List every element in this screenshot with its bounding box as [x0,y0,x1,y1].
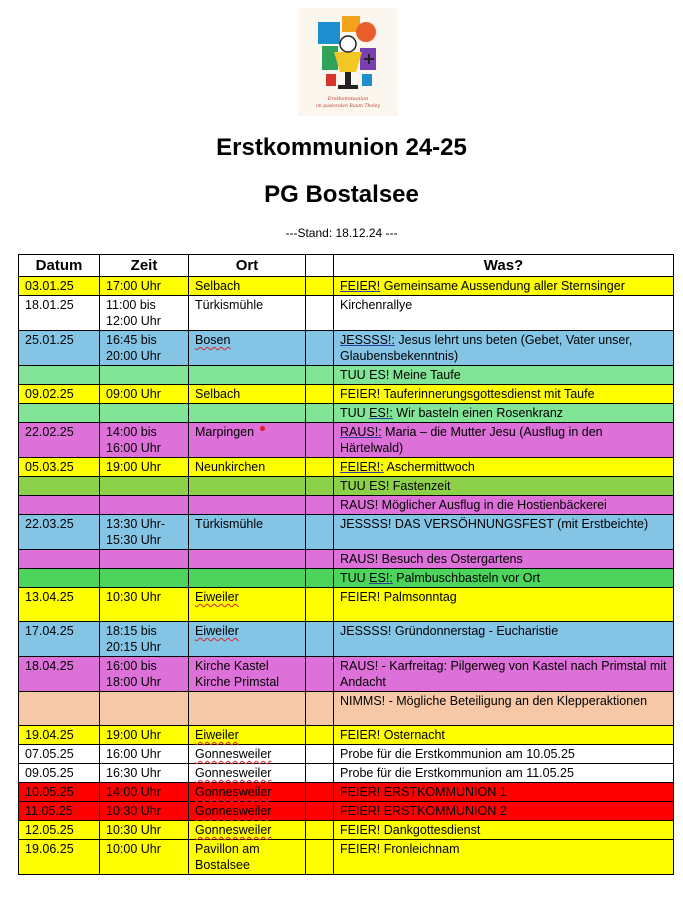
cell-was-text: Wir basteln einen Rosenkranz [392,406,564,420]
cell-ort [189,550,306,569]
cell-extra [306,385,334,404]
cell-zeit [100,726,189,745]
cell-ort [189,477,306,496]
cell-extra [306,657,334,692]
cell-zeit [100,458,189,477]
table-row [19,802,674,821]
cell-ort-text: Eiweiler [195,624,239,638]
cell-zeit [100,692,189,726]
cell-ort [189,745,306,764]
cell-zeit [100,840,189,875]
cell-datum-text: 05.03.25 [25,460,74,474]
cell-datum-text: 25.01.25 [25,333,74,347]
cell-was [334,550,674,569]
cell-datum [19,477,100,496]
cell-was [334,692,674,726]
cell-was-text: Jesus lehrt uns beten (Gebet, Vater unser, Glaubensbekenntnis) [340,333,633,363]
cell-ort-text: Gonnesweiler [195,785,272,799]
cell-was [334,821,674,840]
cell-zeit-text: 16:00 bis 18:00 Uhr [106,659,161,689]
cell-extra [306,588,334,622]
cell-was-text: Palmbuschbasteln vor Ort [392,571,541,585]
cell-zeit-text: 10:30 Uhr [106,590,161,604]
cell-zeit-text: 14:00 Uhr [106,785,161,799]
cell-was-head: RAUS!: [340,425,382,439]
table-row [19,622,674,657]
cell-zeit-text: 16:30 Uhr [106,766,161,780]
cell-datum-text: 13.04.25 [25,590,74,604]
cell-was [334,296,674,331]
cell-datum-text: 22.02.25 [25,425,74,439]
cell-ort [189,588,306,622]
table-row [19,840,674,875]
cell-ort-text: Eiweiler [195,728,239,742]
cell-datum [19,331,100,366]
cell-extra [306,277,334,296]
cell-ort-text: Neunkirchen [195,460,266,474]
cell-zeit [100,657,189,692]
cell-was-text: Maria – die Mutter Jesu (Ausflug in den Härtelwald) [340,425,603,455]
logo-caption-2: im pastoralen Raum Tholey [315,104,381,109]
cell-was-text: FEIER! Fronleichnam [340,842,460,856]
table-row [19,550,674,569]
cell-datum-text: 11.05.25 [25,804,73,818]
cell-was-text: FEIER! Palmsonntag [340,590,457,604]
cell-was-text: Gemeinsame Aussendung aller Sternsinger [380,279,625,293]
cell-zeit-text: 11:00 bis 12:00 Uhr [106,298,161,328]
cell-ort [189,423,306,458]
cell-extra [306,404,334,423]
cell-zeit-text: 13:30 Uhr- 15:30 Uhr [106,517,166,547]
cell-ort [189,726,306,745]
cell-was [334,515,674,550]
cell-ort [189,366,306,385]
cell-was-head: FEIER!: [340,460,384,474]
cell-zeit-text: 19:00 Uhr [106,728,161,742]
cell-zeit [100,331,189,366]
cell-zeit [100,764,189,783]
cell-datum-text: 19.06.25 [25,842,74,856]
cell-ort [189,569,306,588]
cell-datum-text: 07.05.25 [25,747,74,761]
cell-ort [189,296,306,331]
cell-ort-text: Eiweiler [195,590,239,604]
cell-extra [306,423,334,458]
table-row [19,277,674,296]
cell-datum [19,745,100,764]
table-row [19,296,674,331]
cell-was [334,366,674,385]
cell-datum [19,588,100,622]
table-row [19,764,674,783]
cell-datum-text: 09.05.25 [25,766,74,780]
cell-extra [306,821,334,840]
cell-datum [19,277,100,296]
table-row [19,692,674,726]
cell-zeit [100,296,189,331]
cell-zeit [100,277,189,296]
cell-datum [19,550,100,569]
stand-date: ---Stand: 18.12.24 --- [285,226,398,240]
cell-extra [306,726,334,745]
cell-was-text: RAUS! Besuch des Ostergartens [340,552,523,566]
cell-was-text: Probe für die Erstkommunion am 11.05.25 [340,766,574,780]
table-row [19,458,674,477]
cell-zeit [100,496,189,515]
header-ort: Ort [189,255,306,277]
page-title: Erstkommunion 24-25 [216,134,467,161]
table-row [19,366,674,385]
table-row [19,588,674,622]
table-row [19,477,674,496]
cell-was-text: TUU ES! Meine Taufe [340,368,461,382]
cell-was [334,588,674,622]
cell-was-text: RAUS! Möglicher Ausflug in die Hostienbäckerei [340,498,607,512]
table-row [19,496,674,515]
cell-datum [19,657,100,692]
cell-zeit [100,745,189,764]
cell-was-text: TUU ES! Fastenzeit [340,479,451,493]
cell-datum-text: 09.02.25 [25,387,74,401]
cell-ort-text: Selbach [195,387,241,401]
header-was: Was? [334,255,674,277]
table-row [19,404,674,423]
cell-ort [189,764,306,783]
cell-ort-text: Gonnesweiler [195,766,272,780]
cell-zeit-text: 19:00 Uhr [106,460,161,474]
cell-zeit [100,802,189,821]
cell-datum [19,764,100,783]
cell-extra [306,496,334,515]
cell-was [334,783,674,802]
cell-was [334,404,674,423]
table-header-row [19,255,674,277]
cell-datum [19,404,100,423]
cell-was-text: FEIER! Tauferinnerungsgottesdienst mit Taufe [340,387,595,401]
cell-was-head: FEIER! [340,279,381,293]
cell-datum-text: 03.01.25 [25,279,74,293]
cell-was [334,657,674,692]
cell-zeit-text: 16:00 Uhr [106,747,161,761]
table-row [19,783,674,802]
cell-extra [306,569,334,588]
cell-ort-text: Gonnesweiler [195,804,272,818]
cell-was [334,277,674,296]
cell-zeit [100,550,189,569]
table-row [19,385,674,404]
cell-extra [306,296,334,331]
cell-ort-text: Marpingen [195,425,255,439]
cell-datum [19,423,100,458]
cell-was-head: ES!: [369,571,393,585]
cell-was-text: FEIER! ERSTKOMMUNION 1 [340,785,507,799]
cell-zeit [100,404,189,423]
cell-datum-text: 10.05.25 [25,785,74,799]
cell-extra [306,477,334,496]
cell-was-text: JESSSS! DAS VERSÖHNUNGSFEST (mit Erstbeichte) [340,517,649,531]
cell-datum-text: 22.03.25 [25,517,74,531]
cell-zeit [100,569,189,588]
header-extra [306,255,334,277]
table-row [19,745,674,764]
cell-was [334,569,674,588]
cell-datum-text: 12.05.25 [25,823,74,837]
cell-was [334,385,674,404]
cell-ort-text: Türkismühle [195,298,264,312]
cell-was [334,840,674,875]
cell-was [334,477,674,496]
cell-datum [19,692,100,726]
cell-was-text: FEIER! Dankgottesdienst [340,823,481,837]
cell-was-text: RAUS! - Karfreitag: Pilgerweg von Kastel nach Primstal mit Andacht [340,659,667,689]
cell-datum [19,296,100,331]
cell-was [334,458,674,477]
cell-was-text: FEIER! Osternacht [340,728,445,742]
cell-was-text: Probe für die Erstkommunion am 10.05.25 [340,747,575,761]
cell-was-head: ES!: [369,406,393,420]
cell-zeit [100,477,189,496]
cell-datum [19,458,100,477]
cell-datum [19,515,100,550]
cell-was-pre: TUU [340,406,370,420]
logo-caption-1: Erstkommunion [327,96,369,102]
table-row [19,821,674,840]
header-datum: Datum [19,255,100,277]
cell-ort [189,622,306,657]
cell-ort [189,515,306,550]
cell-extra [306,366,334,385]
cell-zeit [100,366,189,385]
cell-was-text: JESSSS! Gründonnerstag - Eucharistie [340,624,559,638]
cell-extra [306,622,334,657]
cell-ort [189,404,306,423]
table-row [19,515,674,550]
cell-ort-text: Selbach [195,279,241,293]
cell-extra [306,692,334,726]
cell-ort-text: Pavillon am Bostalsee [195,842,260,872]
cell-ort-text: Gonnesweiler [195,747,272,761]
cell-ort-text: Türkismühle [195,517,264,531]
cell-extra [306,331,334,366]
cell-datum [19,821,100,840]
cell-was-text: NIMMS! - Mögliche Beteiligung an den Klepperaktionen [340,694,648,708]
cell-datum [19,622,100,657]
cell-datum [19,783,100,802]
cell-zeit-text: 16:45 bis 20:00 Uhr [106,333,161,363]
header-zeit: Zeit [100,255,189,277]
cell-was [334,726,674,745]
cell-datum [19,726,100,745]
cell-was-text: Kirchenrallye [340,298,413,312]
cell-zeit-text: 10:00 Uhr [106,842,161,856]
cell-was [334,622,674,657]
cell-was [334,745,674,764]
cell-zeit [100,783,189,802]
cell-zeit [100,821,189,840]
cell-ort-text: Gonnesweiler [195,823,272,837]
cell-datum [19,496,100,515]
cell-zeit-text: 14:00 bis 16:00 Uhr [106,425,161,455]
cell-ort [189,840,306,875]
cell-zeit-text: 10:30 Uhr [106,804,161,818]
table-row [19,726,674,745]
cell-was [334,496,674,515]
cell-ort [189,783,306,802]
table-row [19,423,674,458]
cell-datum-text: 18.04.25 [25,659,74,673]
page-subtitle: PG Bostalsee [264,181,419,208]
cell-extra [306,458,334,477]
cell-zeit [100,423,189,458]
cell-ort [189,821,306,840]
cell-extra [306,550,334,569]
cell-was-pre: TUU [340,571,370,585]
comment-marker-icon [260,426,265,431]
cell-datum [19,366,100,385]
table-row [19,657,674,692]
cell-extra [306,783,334,802]
cell-was-head: JESSSS!: [340,333,395,347]
cell-ort [189,496,306,515]
cell-datum [19,569,100,588]
cell-zeit-text: 17:00 Uhr [106,279,161,293]
cell-zeit [100,622,189,657]
cell-zeit [100,588,189,622]
cell-zeit-text: 18:15 bis 20:15 Uhr [106,624,161,654]
cell-datum-text: 19.04.25 [25,728,74,742]
cell-datum [19,802,100,821]
cell-extra [306,764,334,783]
cell-was-text: FEIER! ERSTKOMMUNION 2 [340,804,507,818]
cell-datum-text: 18.01.25 [25,298,74,312]
table-row [19,569,674,588]
cell-datum [19,385,100,404]
cell-ort [189,331,306,366]
cell-zeit [100,515,189,550]
cell-zeit [100,385,189,404]
cell-ort [189,657,306,692]
table-row [19,331,674,366]
cell-ort-text: Kirche Kastel Kirche Primstal [195,659,280,689]
schedule-table [18,254,674,875]
cell-extra [306,840,334,875]
cell-ort [189,692,306,726]
cell-extra [306,515,334,550]
cell-was [334,802,674,821]
cell-was [334,331,674,366]
cell-extra [306,745,334,764]
cell-ort-text: Bosen [195,333,231,347]
cell-zeit-text: 09:00 Uhr [106,387,161,401]
cell-was [334,423,674,458]
cell-ort [189,458,306,477]
cell-datum [19,840,100,875]
cell-datum-text: 17.04.25 [25,624,74,638]
erstkommunion-logo [298,8,398,116]
cell-ort [189,385,306,404]
cell-extra [306,802,334,821]
cell-ort [189,802,306,821]
cell-ort [189,277,306,296]
cell-was-text: Aschermittwoch [383,460,475,474]
cell-was [334,764,674,783]
cell-zeit-text: 10:30 Uhr [106,823,161,837]
